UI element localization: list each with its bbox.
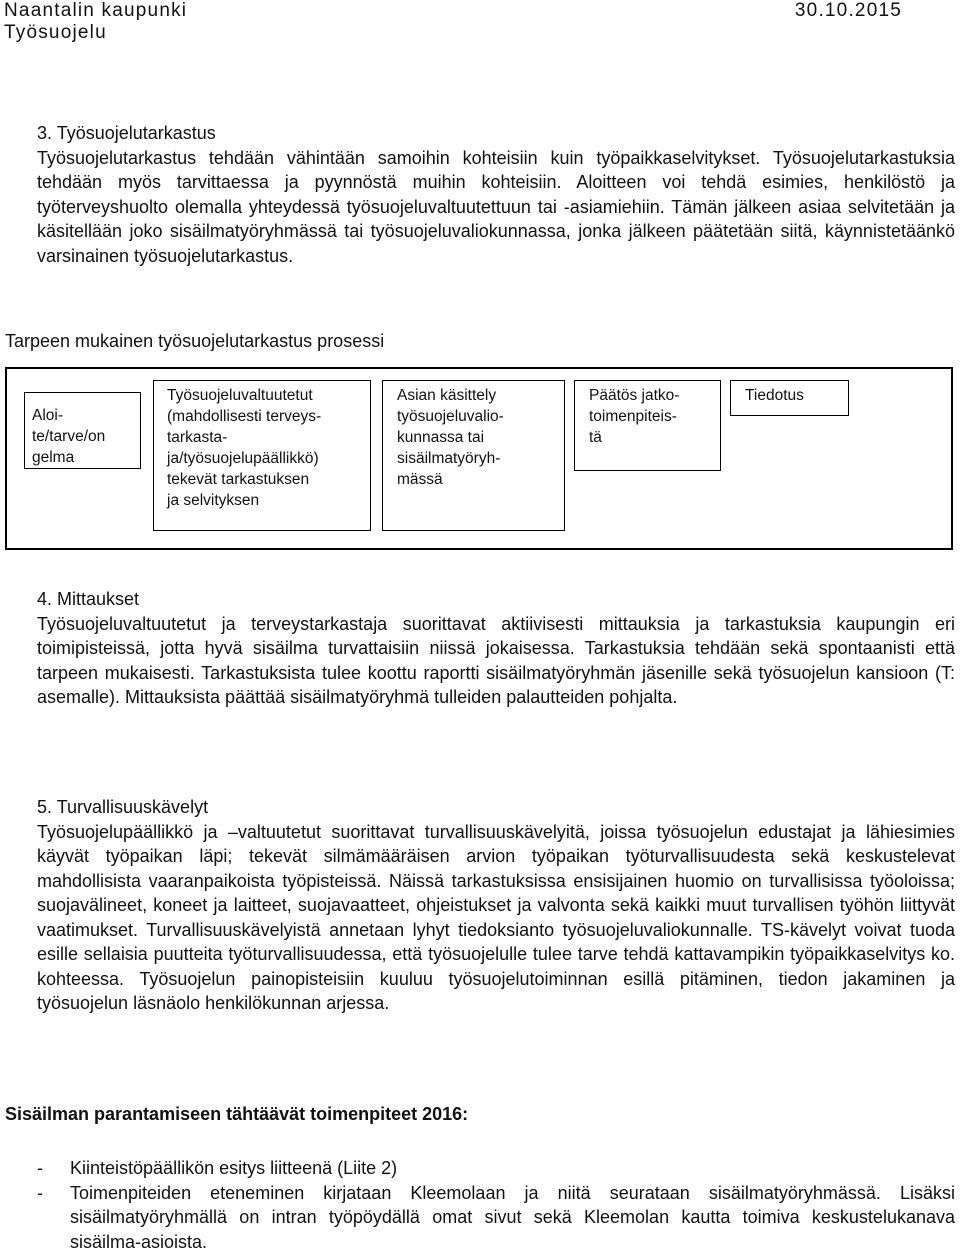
dash-bullet: - <box>37 1182 43 1203</box>
step-text-line: kunnassa tai <box>397 429 485 446</box>
header-date: 30.10.2015 <box>794 0 902 21</box>
section-paragraph: Työsuojeluvaltuutetut ja terveystarkastaja suorittavat aktiivisesti mittauksia ja tarkastuksia kaupungin eri toimipisteissä, jotta hyvä sisäilma turvattaisiin niissä jokaisessa. Tarkastuksia tehdään sekä spontaanisti että tarpeen mukaisesti. Tarkastuksista tulee koottu raportti sisäilmatyöryhmän jäsenille sekä työsuojelun kansioon (T: asemalle). Mittauksista päättää sisäilmatyöryhmä tulleiden palautteiden pohjalta. <box>37 613 955 707</box>
process-step-informing <box>730 380 849 416</box>
list-item-text: Kiinteistöpäällikön esitys liitteenä (Liite 2) <box>70 1158 398 1178</box>
list-item-text: Toimenpiteiden eteneminen kirjataan Kleemolaan ja niitä seurataan sisäilmatyöryhmässä. Lisäksi sisäilmatyöryhmällä on intran työpöydällä omat sivut sekä Kleemolan kautta toimiva keskustelukanava sisäilma-asioista. <box>70 1182 955 1252</box>
header-subtitle: Työsuojelu <box>4 22 107 43</box>
process-step-handling <box>382 380 565 531</box>
process-step-initiative <box>24 392 141 469</box>
goals-list <box>37 1156 955 1254</box>
goals-heading: Sisäilman parantamiseen tähtäävät toimenpiteet 2016: <box>5 1104 469 1124</box>
section-title: 3. Työsuojelutarkastus <box>37 123 216 143</box>
header-organization: Naantalin kaupunki <box>4 0 188 21</box>
step-text-line: toimenpiteis- <box>589 408 677 425</box>
process-title: Tarpeen mukainen työsuojelutarkastus prosessi <box>5 331 385 351</box>
section-tyosuojelutarkastus <box>37 121 955 268</box>
section-title: 4. Mittaukset <box>37 589 140 609</box>
step-text-line: sisäilmatyöryh- <box>397 450 501 467</box>
step-text-line: tä <box>589 429 602 446</box>
step-text-line: Aloi- <box>32 407 64 424</box>
step-text-line: ja/työsuojelupäällikkö) <box>167 450 319 467</box>
step-text-line: Asian käsittely <box>397 387 497 404</box>
step-text-line: tarkasta- <box>167 429 228 446</box>
section-paragraph: Työsuojelutarkastus tehdään vähintään samoihin kohteisiin kuin työpaikkaselvitykset. Työsuojelutarkastuksia tehdään myös tarvittaessa ja pyynnöstä muihin kohteisiin. Aloitteen voi tehdä esimies, henkilöstö ja työterveyshuolto olemalla yhteydessä työsuojeluvaltuutettuun tai -asiamiehiin. Tämän jälkeen asiaa selvitetään ja käsitellään joko sisäilmatyöryhmässä tai työsuojeluvaliokunnassa, jonka jälkeen päätetään siitä, käynnistetäänkö varsinainen työsuojelutarkastus. <box>37 147 955 266</box>
step-text-line: ja selvityksen <box>167 492 260 509</box>
section-title: 5. Turvallisuuskävelyt <box>37 797 209 817</box>
step-text-line: tekevät tarkastuksen <box>167 471 310 488</box>
step-text-line: (mahdollisesti terveys- <box>167 408 322 425</box>
step-text-line: Tiedotus <box>745 387 804 404</box>
list-item <box>37 1156 955 1181</box>
dash-bullet: - <box>37 1158 43 1178</box>
step-text-line: mässä <box>397 471 443 488</box>
step-text-line: Työsuojeluvaltuutetut <box>167 387 313 404</box>
step-text-line: gelma <box>32 449 75 466</box>
step-text-line: te/tarve/on <box>32 428 106 445</box>
process-step-decision <box>574 380 721 471</box>
list-item <box>37 1181 955 1255</box>
section-paragraph: Työsuojelupäällikkö ja –valtuutetut suorittavat turvallisuuskävelyitä, joissa työsuojelun edustajat ja lähiesimies käyvät työpaikan läpi; tekevät silmämääräisen arvion työpaikan työturvallisuudesta sekä keskustelevat mahdollisista vaaranpaikoista työpisteissä. Näissä tarkastuksissa ensisijainen huomio on turvallisissa työoloissa; suojavälineet, koneet ja laitteet, suojavaatteet, ohjeistukset ja valvonta sekä kaikki muut turvallisen työhön liittyvät vaatimukset. Turvallisuuskävelyistä annetaan lyhyt tiedoksianto työsuojeluvaliokunnalle. TS-kävelyt voivat tuoda esille sellaisia puutteita työturvallisuudessa, että työsuojelulle tulee tarve tehdä kattavampikin työpaikkaselvitys ko. kohteessa. Työsuojelun painopisteisiin kuuluu työsuojelutoiminnan esillä pitäminen, tiedon jakaminen ja työsuojelun läsnäolo henkilökunnan arjessa. <box>37 821 955 1013</box>
section-mittaukset <box>37 587 955 710</box>
section-turvallisuuskavelyt <box>37 795 955 1016</box>
step-text-line: työsuojeluvalio- <box>397 408 504 425</box>
step-text-line: Päätös jatko- <box>589 387 680 404</box>
process-step-inspection <box>153 380 371 531</box>
